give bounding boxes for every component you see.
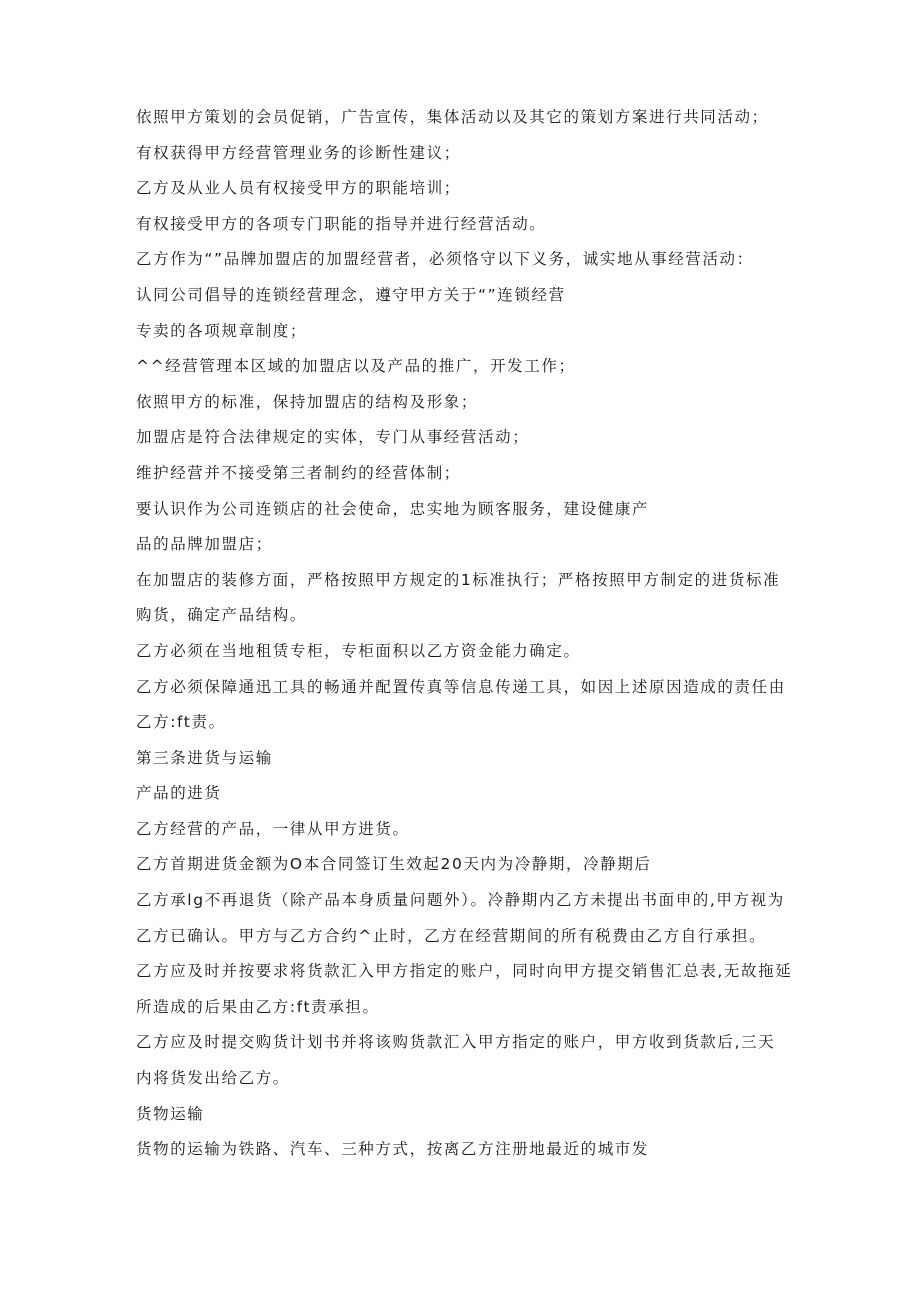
text-line: 乙方应及时并按要求将货款汇入甲方指定的账户，同时向甲方提交销售汇总表,无故拖延: [136, 962, 793, 981]
text-line: 有权接受甲方的各项专门职能的指导并进行经营活动。: [136, 214, 547, 233]
text-line: 乙方必须保障通迅工具的畅通并配置传真等信息传递工具，如因上述原因造成的责任由: [136, 677, 786, 696]
text-line: 乙方首期进货金额为O本合同签订生效起20天内为冷静期，冷静期后: [136, 855, 652, 874]
text-line: 所造成的后果由乙方:ft责承担。: [136, 997, 380, 1016]
text-line: 依照甲方策划的会员促销，广告宣传，集体活动以及其它的策划方案进行共同活动；: [136, 108, 769, 126]
text-line: 乙方经营的产品，一律从甲方进货。: [136, 819, 410, 838]
subsection-heading: 货物运输: [136, 1104, 205, 1123]
document-body: [136, 100, 796, 1168]
text-line: 乙方作为“”品牌加盟店的加盟经营者，必须恪守以下义务，诚实地从事经营活动：: [136, 250, 754, 269]
text-line: 内将货发出给乙方。: [136, 1069, 290, 1088]
text-line: 专卖的各项规章制度；: [136, 321, 308, 340]
text-line: 乙方应及时提交购货计划书并将该购货款汇入甲方指定的账户，甲方收到货款后,三天: [136, 1033, 776, 1052]
text-line: 购货，确定产品结构。: [136, 606, 308, 625]
text-line: 加盟店是符合法律规定的实体，专门从事经营活动；: [136, 428, 530, 447]
text-line: 依照甲方的标准，保持加盟店的结构及形象；: [136, 392, 479, 411]
text-line: 认同公司倡导的连锁经营理念，遵守甲方关于“”连锁经营: [136, 285, 566, 304]
text-line: 乙方承lg不再退货（除产品本身质量问题外）。冷静期内乙方未提出书面申的,甲方视为: [136, 891, 785, 910]
text-line: 乙方及从业人员有权接受甲方的职能培训；: [136, 179, 461, 198]
text-line: 维护经营并不接受第三者制约的经营体制；: [136, 463, 461, 482]
text-line: 有权获得甲方经营管理业务的诊断性建议；: [136, 143, 461, 162]
text-line: 乙方:ft责。: [136, 713, 226, 732]
text-line: 乙方已确认。甲方与乙方合约^止时，乙方在经营期间的所有税费由乙方自行承担。: [136, 926, 767, 945]
subsection-heading: 产品的进货: [136, 784, 222, 803]
text-line: 货物的运输为铁路、汽车、三种方式，按离乙方注册地最近的城市发: [136, 1140, 650, 1159]
text-line: 在加盟店的装修方面，严格按照甲方规定的1标准执行；严格按照甲方制定的进货标准: [136, 570, 781, 589]
text-line: 要认识作为公司连锁店的社会使命，忠实地为顾客服务，建设健康产: [136, 499, 650, 518]
text-line: 乙方必须在当地租赁专柜，专柜面积以乙方资金能力确定。: [136, 641, 581, 660]
text-line: ^^经营管理本区域的加盟店以及产品的推广，开发工作；: [136, 357, 576, 376]
text-line: 品的品牌加盟店；: [136, 535, 273, 554]
section-heading: 第三条进货与运输: [136, 748, 273, 767]
